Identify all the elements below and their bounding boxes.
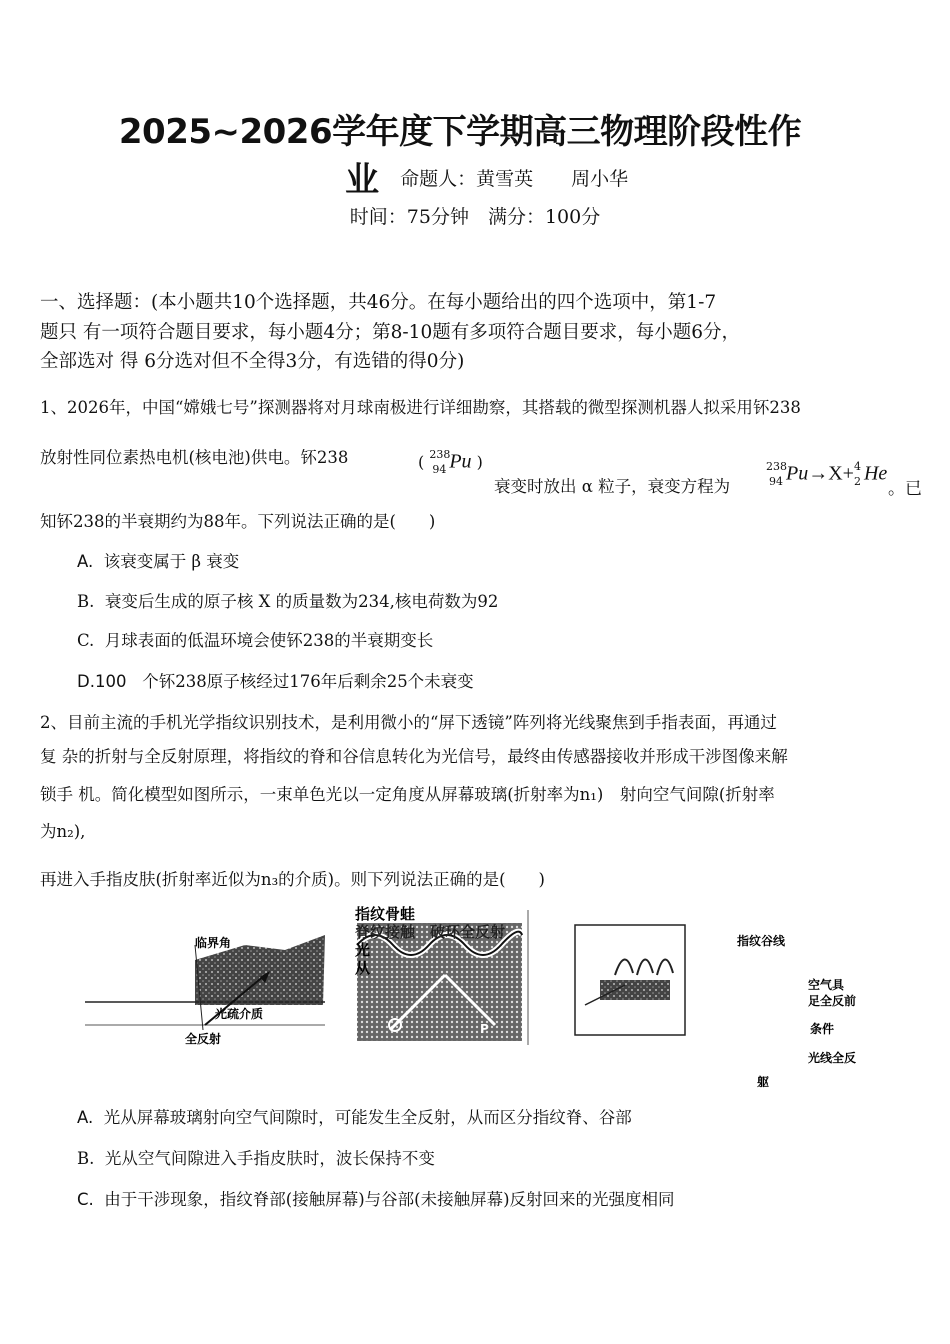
section1-line3: 全部选对 得 6分选对但不全得3分，有选错的得0分)	[40, 351, 465, 372]
label-air: 空气具	[808, 978, 845, 992]
panel-valley	[528, 910, 856, 1089]
label-medium: 光疏介质	[215, 1007, 264, 1021]
title-continuation-row	[345, 152, 628, 201]
option-c-label: C.	[77, 1190, 94, 1209]
label-light-total: 光线全反	[808, 1051, 857, 1065]
q2-option-c[interactable]	[77, 1186, 675, 1210]
option-d-text: 个钚238原子核经过176年后剩余25个未衰变	[142, 672, 474, 691]
fingerprint-diagram	[85, 905, 885, 1090]
option-a-text: 光从屏幕玻璃射向空气间隙时，可能发生全反射，从而区分指纹脊、谷部	[103, 1108, 632, 1127]
eq-he-symbol: He	[863, 462, 888, 485]
q2-line4: 为n₂),	[40, 822, 86, 841]
pu-mass-number: 238	[429, 448, 451, 461]
paren-open: (	[418, 452, 425, 472]
q1-option-a[interactable]	[77, 548, 239, 572]
option-d-label: D.100	[77, 672, 127, 691]
q1-option-c[interactable]	[77, 627, 433, 651]
label-total-reflection: 全反射	[185, 1032, 222, 1046]
eq-pu-charge: 94	[769, 475, 783, 488]
option-a-text: 该衰变属于 β 衰变	[103, 552, 240, 571]
eq-he-charge: 2	[853, 475, 861, 488]
q2-line3: 锁手 机。简化模型如图所示，一束单色光以一定角度从屏幕玻璃(折射率为n₁) 射向空气间隙(折射率	[40, 785, 775, 804]
pu-symbol: Pu	[449, 450, 472, 473]
option-b-label: B.	[77, 592, 95, 611]
q1-line2c: 。已	[888, 479, 922, 499]
section1-line1: 一、选择题：(本小题共10个选择题，共46分。在每小题给出的四个选项中，第1-7	[40, 292, 717, 313]
label-meet: 足全反前	[808, 994, 857, 1008]
option-b-label: B.	[77, 1149, 95, 1168]
q1-line2a: 放射性同位素热电机(核电池)供电。钚238	[40, 448, 349, 467]
nuclide-numbers	[429, 448, 449, 478]
pu-charge-number: 94	[432, 463, 447, 476]
option-b-text: 衰变后生成的原子核 X 的质量数为234,核电荷数为92	[104, 592, 499, 611]
paren-close: )	[476, 452, 483, 472]
q2-line1: 2、目前主流的手机光学指纹识别技术，是利用微小的“屏下透镜”阵列将光线聚焦到手指表面，再通过	[40, 713, 777, 732]
label-critical-angle: 临界角	[195, 936, 232, 950]
label-top4: 从	[355, 959, 371, 977]
exam-time-score: 时间：75分钟 满分：100分	[349, 206, 601, 228]
q1-line2b: 衰变时放出 α 粒子，衰变方程为	[494, 477, 731, 496]
label-top2: 脊纹接触 破环全反射	[355, 923, 506, 941]
label-top1: 指纹骨蛙	[355, 905, 416, 923]
q1-line1: 1、2026年，中国“嫦娥七号”探测器将对月球南极进行详细勘察，其搭载的微型探测机器人拟采用钚238	[40, 398, 801, 417]
q1-option-b[interactable]	[77, 588, 498, 612]
section1-line2: 题只 有一项符合题目要求，每小题4分；第8-10题有多项符合题目要求，每小题6分，	[40, 322, 740, 343]
eq-pu-symbol: Pu	[786, 462, 809, 485]
label-top3: 光	[355, 941, 371, 959]
q2-option-b[interactable]	[77, 1145, 435, 1169]
q1-line3: 知钚238的半衰期约为88年。下列说法正确的是( )	[40, 512, 436, 531]
panel-ridge-contact	[354, 905, 522, 1041]
title-tail: 业	[345, 160, 379, 200]
fingerprint-figure	[85, 905, 885, 1090]
label-p: P	[480, 1022, 489, 1036]
panel-total-reflection	[85, 935, 325, 1046]
label-condition: 条件	[810, 1022, 835, 1036]
eq-pu-numbers	[766, 460, 786, 490]
q1-option-d[interactable]	[77, 668, 474, 692]
q2-option-a[interactable]	[77, 1104, 632, 1128]
q2-line2: 复 杂的折射与全反射原理，将指纹的脊和谷信息转化为光信号，最终由传感器接收并形成干涉图像来解	[40, 747, 788, 766]
option-c-text: 由于干涉现象，指纹脊部(接触屏幕)与谷部(未接触屏幕)反射回来的光强度相同	[104, 1190, 675, 1209]
eq-he-numbers	[854, 460, 864, 490]
document-title: 2025~2026学年度下学期高三物理阶段性作	[118, 112, 802, 152]
option-b-text: 光从空气间隙进入手指皮肤时，波长保持不变	[104, 1149, 435, 1168]
label-valley: 指纹谷线	[737, 934, 786, 948]
eq-he-mass: 4	[853, 460, 861, 473]
option-a-label: A.	[77, 1108, 94, 1127]
option-c-text: 月球表面的低温环境会使钚238的半衰期变长	[104, 631, 434, 650]
authors: 命题人：黄雪英 周小华	[400, 168, 629, 190]
label-shoot: 躯	[757, 1075, 770, 1089]
q1-decay-equation	[766, 460, 887, 490]
option-a-label: A.	[77, 552, 94, 571]
eq-pu-mass: 238	[766, 460, 787, 473]
eq-arrow-x: →X+	[808, 462, 854, 485]
q2-line5: 再进入手指皮肤(折射率近似为n₃的介质)。则下列说法正确的是( )	[40, 870, 545, 889]
option-c-label: C.	[77, 631, 95, 650]
q1-nuclide-pu	[418, 448, 483, 478]
